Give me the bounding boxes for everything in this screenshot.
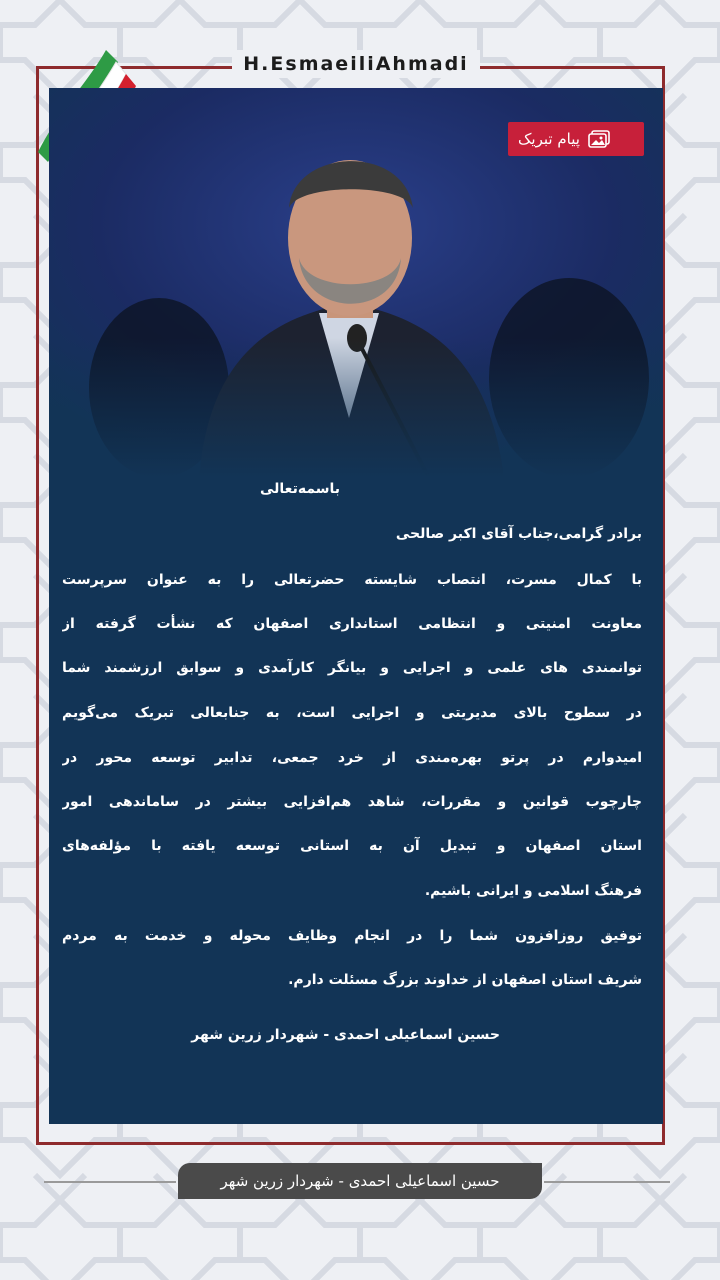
message-line: استان اصفهان و تبدیل آن به استانی توسعه یافته با مؤلفه‌های	[62, 838, 642, 854]
message-signature: حسین اسماعیلی احمدی - شهردار زرین شهر	[191, 1027, 500, 1043]
footer-divider-left	[44, 1181, 176, 1183]
header-author-name: H.EsmaeiliAhmadi	[232, 50, 480, 78]
message-line: توفیق روزافزون شما را در انجام وظایف محوله و خدمت به مردم	[62, 928, 642, 944]
message-heading: باسمه‌تعالی	[260, 481, 340, 497]
message-line: معاونت امنیتی و انتظامی استانداری اصفهان که نشأت گرفته از	[62, 616, 642, 632]
message-line: چارچوب قوانین و مقررات، شاهد هم‌افزایی بیشتر در ساماندهی امور	[62, 794, 642, 810]
message-line: شریف استان اصفهان از خداوند بزرگ مسئلت دارم.	[288, 972, 642, 988]
message-salutation: برادر گرامی،جناب آقای اکبر صالحی	[395, 526, 642, 542]
badge-label: پیام تبریک	[518, 130, 580, 148]
message-line: توانمندی های علمی و اجرایی و بیانگر کارآمدی و سوابق ارزشمند شما	[62, 660, 642, 676]
footer-caption: حسین اسماعیلی احمدی - شهردار زرین شهر	[178, 1163, 542, 1199]
message-line: امیدوارم در پرتو بهره‌مندی از خرد جمعی، تدابیر توسعه محور در	[62, 750, 642, 766]
congratulation-badge	[508, 122, 644, 156]
image-gallery-icon	[588, 130, 610, 148]
footer-divider-right	[544, 1181, 670, 1183]
message-line: فرهنگ اسلامی و ایرانی باشیم.	[424, 883, 642, 899]
message-line: در سطوح بالای مدیریتی و اجرایی است، به جنابعالی تبریک می‌گویم	[62, 705, 642, 721]
message-line: با کمال مسرت، انتصاب شایسته حضرتعالی را به عنوان سرپرست	[62, 572, 642, 588]
